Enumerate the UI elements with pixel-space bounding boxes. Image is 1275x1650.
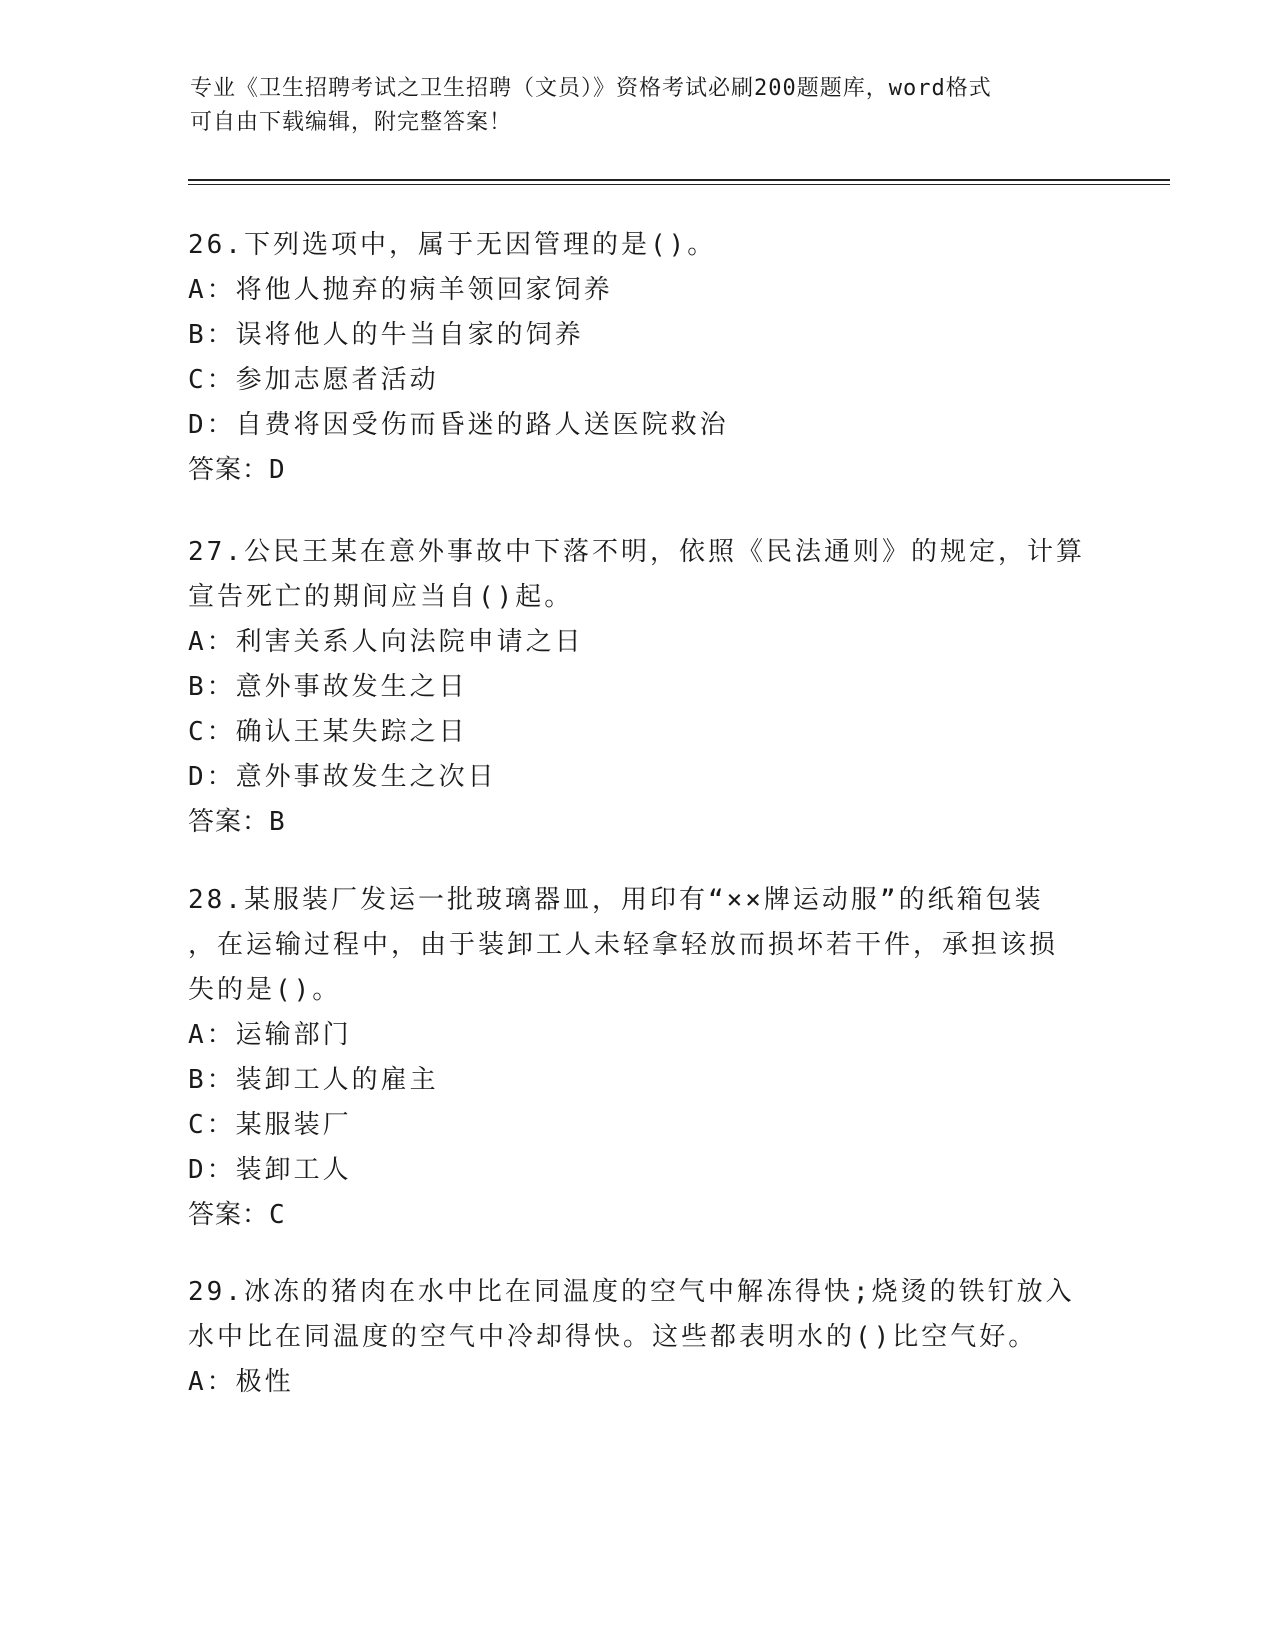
header-line-1: 专业《卫生招聘考试之卫生招聘（文员）》资格考试必刷200题题库，word格式: [190, 76, 992, 101]
question-stem: 26.下列选项中，属于无因管理的是()。: [188, 230, 717, 260]
option-b: B：意外事故发生之日: [188, 672, 468, 702]
question-stem: 27.公民王某在意外事故中下落不明，依照《民法通则》的规定，计算: [188, 537, 1085, 567]
option-a: A：极性: [188, 1367, 294, 1397]
option-a: A：运输部门: [188, 1020, 352, 1050]
answer: 答案：B: [188, 807, 286, 837]
question-stem: 水中比在同温度的空气中冷却得快。这些都表明水的()比空气好。: [188, 1322, 1038, 1352]
option-d: D：意外事故发生之次日: [188, 762, 497, 792]
question-stem: 28.某服装厂发运一批玻璃器皿，用印有“××牌运动服”的纸箱包装: [188, 885, 1044, 915]
question-stem: 29.冰冻的猪肉在水中比在同温度的空气中解冻得快;烧烫的铁钉放入: [188, 1277, 1075, 1307]
option-c: C：参加志愿者活动: [188, 365, 439, 395]
header-divider: [188, 179, 1170, 185]
answer: 答案：C: [188, 1200, 286, 1230]
option-a: A：利害关系人向法院申请之日: [188, 627, 584, 657]
question-29: [188, 1270, 1088, 1405]
option-c: C：确认王某失踪之日: [188, 717, 468, 747]
option-c: C：某服装厂: [188, 1110, 352, 1140]
question-27: [188, 530, 1088, 845]
question-28: [188, 878, 1088, 1238]
question-stem: 宣告死亡的期间应当自()起。: [188, 582, 574, 612]
question-stem: ，在运输过程中，由于装卸工人未轻拿轻放而损坏若干件，承担该损: [188, 930, 1059, 960]
question-stem: 失的是()。: [188, 975, 342, 1005]
option-a: A：将他人抛弃的病羊领回家饲养: [188, 275, 613, 305]
header-line-2: 可自由下载编辑，附完整答案！: [190, 110, 513, 135]
answer: 答案：D: [188, 455, 286, 485]
option-b: B：误将他人的牛当自家的饲养: [188, 320, 584, 350]
question-26: [188, 223, 1088, 493]
option-d: D：自费将因受伤而昏迷的路人送医院救治: [188, 410, 729, 440]
document-header: [190, 72, 1090, 140]
option-b: B：装卸工人的雇主: [188, 1065, 439, 1095]
option-d: D：装卸工人: [188, 1155, 352, 1185]
